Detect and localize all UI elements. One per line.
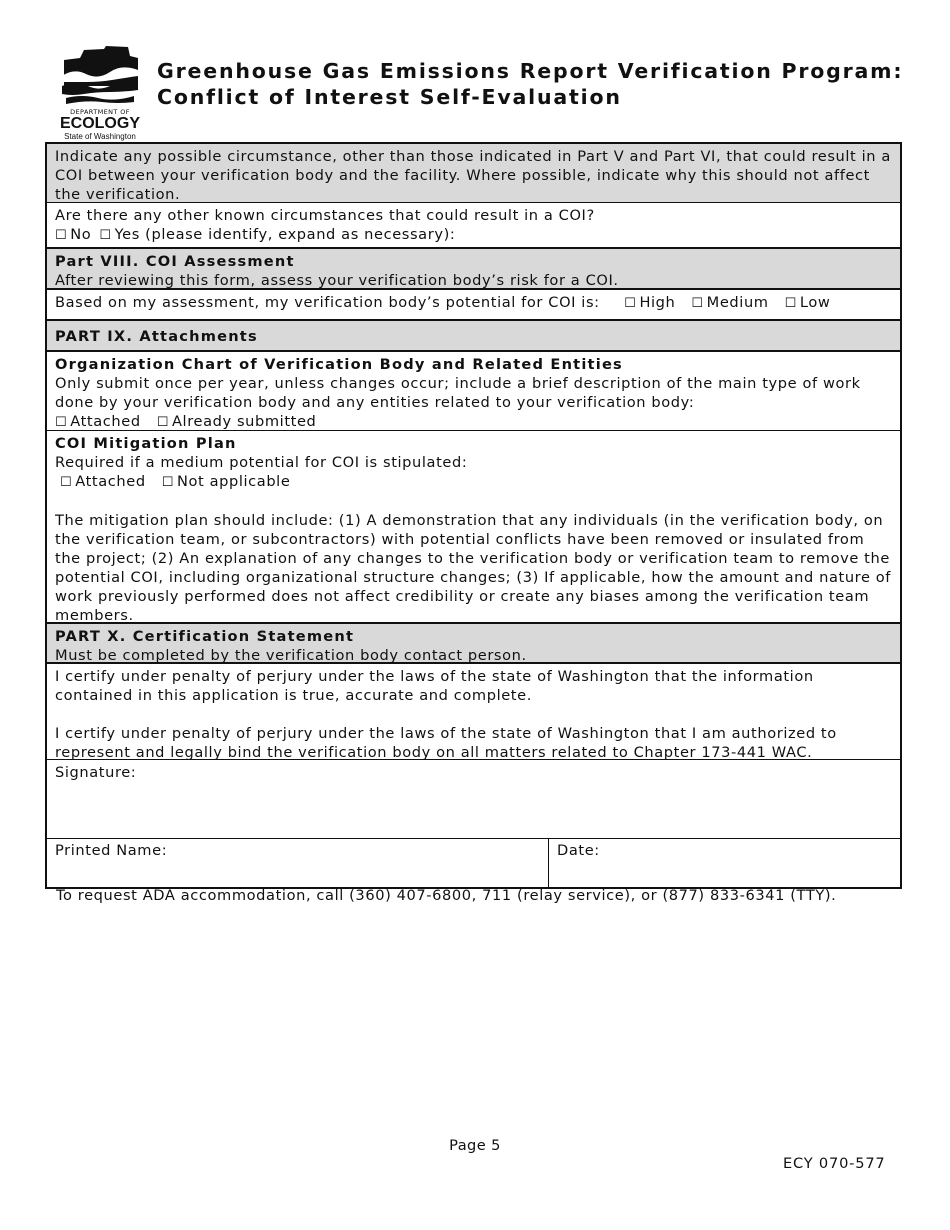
checkbox-icon[interactable]: ☐	[691, 296, 704, 311]
form-id: ECY 070-577	[783, 1155, 886, 1172]
title-line-1: Greenhouse Gas Emissions Report Verification Program:	[157, 59, 904, 83]
checkbox-icon[interactable]: ☐	[99, 228, 112, 243]
org-submitted-label: Already submitted	[171, 413, 317, 430]
mit-na-option[interactable]	[162, 472, 291, 492]
org-chart-heading: Organization Chart of Verification Body and Related Entities	[55, 356, 623, 373]
org-attached-label: Attached	[70, 413, 141, 430]
checkbox-icon[interactable]: ☐	[55, 228, 68, 243]
date-field[interactable]	[549, 839, 900, 887]
logo-name-text: ECOLOGY	[59, 115, 140, 132]
coi-yes-label: Yes (please identify, expand as necessary):	[114, 226, 456, 243]
mitigation-heading: COI Mitigation Plan	[55, 435, 237, 452]
part10-subtext: Must be completed by the verification body contact person.	[55, 647, 527, 664]
part8-statement: Based on my assessment, my verification body’s potential for COI is:	[55, 294, 600, 311]
mitigation-plan-row	[47, 431, 900, 624]
mit-attached-option[interactable]	[60, 472, 146, 492]
part8-header-row	[47, 249, 900, 290]
coi-medium-option[interactable]	[691, 293, 768, 313]
coi-high-label: High	[639, 294, 676, 311]
other-circumstances-question: Are there any other known circumstances that could result in a COI?	[55, 207, 595, 224]
name-date-row	[47, 838, 900, 887]
ecology-logo-icon	[58, 46, 142, 106]
signature-label: Signature:	[55, 764, 137, 781]
cert-statement-2: I certify under penalty of perjury under the laws of the state of Washington that I am authorized to represent and legally bind the verification body on all matters related to Chapter 173-441 WAC.	[55, 725, 837, 761]
mitigation-required: Required if a medium potential for COI is stipulated:	[55, 454, 468, 471]
checkbox-icon[interactable]: ☐	[156, 415, 169, 430]
ecology-logo	[58, 46, 146, 140]
checkbox-icon[interactable]: ☐	[55, 415, 68, 430]
other-circumstances-instruction-row	[47, 144, 900, 203]
date-label: Date:	[557, 842, 600, 859]
coi-no-label: No	[70, 226, 92, 243]
other-circumstances-instruction: Indicate any possible circumstance, other than those indicated in Part V and Part VI, that could result in a COI between your verification body and the facility. Where possible, indicate why this should not affect the verification.	[55, 148, 891, 203]
org-attached-option[interactable]	[55, 412, 141, 432]
checkbox-icon[interactable]: ☐	[784, 296, 797, 311]
printed-name-field[interactable]	[47, 839, 549, 887]
org-chart-row	[47, 352, 900, 431]
ada-note: To request ADA accommodation, call (360) 407-6800, 711 (relay service), or (877) 833-6341 (TTY).	[56, 887, 837, 904]
mitigation-text: The mitigation plan should include: (1) A demonstration that any individuals (in the verification body, on the verification team, or subcontractors) with potential conflicts have been removed or insulated from the project; (2) An explanation of any changes to the verification body or verification team to remove the potential COI, including organizational structure changes; (3) If applicable, how the amount and nature of work previously performed does not affect credibility or create any biases among the verification team members.	[55, 512, 892, 624]
coi-yes-option[interactable]	[99, 225, 455, 245]
page-number: Page 5	[449, 1137, 501, 1154]
title-line-2: Conflict of Interest Self-Evaluation	[157, 85, 622, 109]
org-submitted-option[interactable]	[157, 412, 317, 432]
mit-attached-label: Attached	[75, 473, 146, 490]
coi-high-option[interactable]	[624, 293, 675, 313]
cert-statement-1: I certify under penalty of perjury under the laws of the state of Washington that the information contained in this application is true, accurate and complete.	[55, 668, 814, 704]
coi-low-label: Low	[799, 294, 831, 311]
logo-state-text: State of Washington	[64, 132, 136, 141]
coi-medium-label: Medium	[706, 294, 769, 311]
mit-na-label: Not applicable	[176, 473, 291, 490]
certification-row	[47, 664, 900, 760]
coi-low-option[interactable]	[785, 293, 831, 313]
checkbox-icon[interactable]: ☐	[624, 296, 637, 311]
checkbox-icon[interactable]: ☐	[60, 475, 73, 490]
printed-name-label: Printed Name:	[55, 842, 168, 859]
part10-heading: PART X. Certification Statement	[55, 628, 355, 645]
checkbox-icon[interactable]: ☐	[161, 475, 174, 490]
other-circumstances-question-row	[47, 203, 900, 249]
part10-header-row	[47, 624, 900, 664]
org-chart-text: Only submit once per year, unless changes occur; include a brief description of the main type of work done by your verification body and any entities related to your verification body:	[55, 375, 861, 411]
coi-form-table	[45, 142, 902, 889]
part8-assessment-row	[47, 290, 900, 321]
logo-dept-text: DEPARTMENT OF	[70, 108, 130, 116]
part8-heading: Part VIII. COI Assessment	[55, 253, 295, 270]
part9-heading: PART IX. Attachments	[55, 328, 258, 345]
signature-row[interactable]	[47, 760, 900, 838]
part9-header-row	[47, 321, 900, 352]
part8-subtext: After reviewing this form, assess your verification body’s risk for a COI.	[55, 272, 619, 289]
page-title	[157, 58, 903, 110]
coi-no-option[interactable]	[55, 225, 91, 245]
